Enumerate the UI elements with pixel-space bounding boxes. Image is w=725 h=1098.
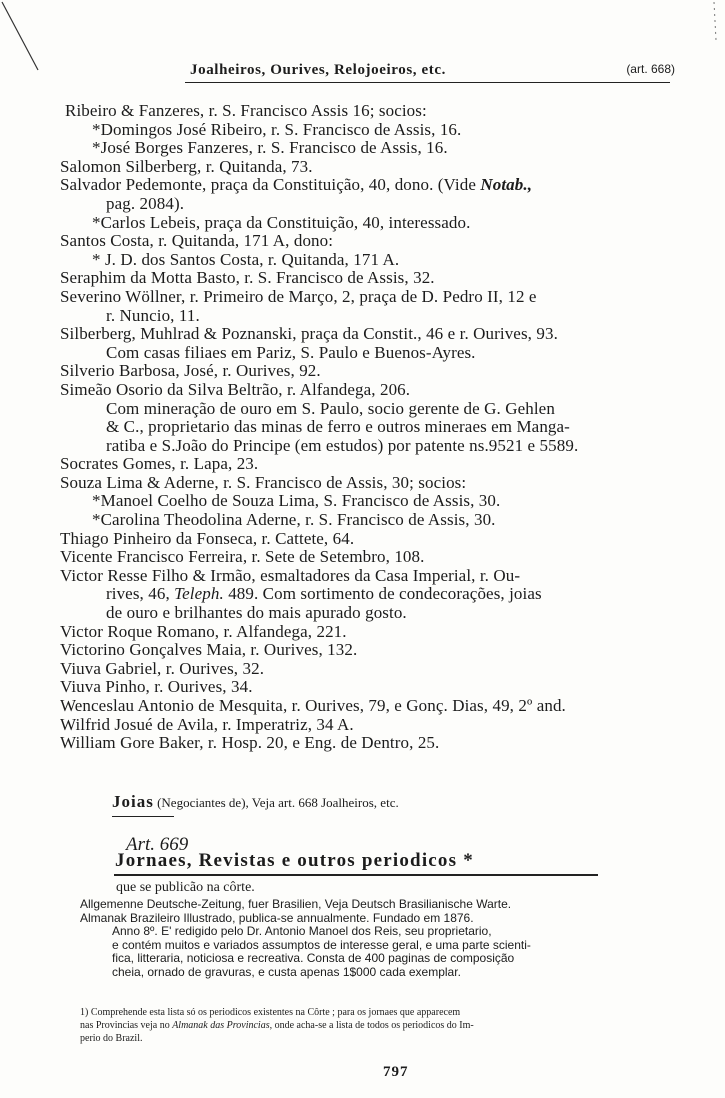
- footnote: [80, 1006, 711, 1045]
- list-item: Thiago Pinheiro da Fonseca, r. Cattete, 64.: [60, 528, 355, 548]
- list-item: Salomon Silberberg, r. Quitanda, 73.: [60, 156, 313, 176]
- header-rule: [185, 82, 670, 83]
- list-item: de ouro e brilhantes do mais apurado gosto.: [106, 603, 407, 623]
- list-item: r. Nuncio, 11.: [106, 305, 200, 325]
- list-item: Vicente Francisco Ferreira, r. Sete de Setembro, 108.: [60, 547, 425, 567]
- list-item: *José Borges Fanzeres, r. S. Francisco de Assis, 16.: [92, 138, 448, 158]
- list-item: *Carlos Lebeis, praça da Constituição, 40, interessado.: [92, 212, 471, 232]
- page-header: [190, 62, 695, 82]
- list-item: Anno 8º. E' redigido pelo Dr. Antonio Manoel dos Reis, seu proprietario,: [112, 924, 492, 939]
- joias-cross-reference: [112, 792, 399, 812]
- section-rule: [114, 874, 598, 876]
- footnote-marker: *: [463, 850, 474, 871]
- section-subtitle: que se publicão na côrte.: [116, 880, 255, 895]
- list-item: cheia, ornado de gravuras, e custa apenas 1$000 cada exemplar.: [112, 964, 461, 979]
- footnote-line: 1) Comprehende esta lista só os periodicos existentes na Côrte ; para os jornaes que apparecem: [80, 1007, 461, 1018]
- list-item: William Gore Baker, r. Hosp. 20, e Eng. de Dentro, 25.: [60, 733, 440, 753]
- list-item: e contém muitos e variados assumptos de interesse geral, e uma parte scienti-: [112, 937, 531, 952]
- list-item: Ribeiro & Fanzeres, r. S. Francisco Assis 16; socios:: [65, 101, 427, 120]
- list-item: & C., proprietario das minas de ferro e outros mineraes em Manga-: [106, 417, 570, 437]
- telephone-label: Teleph.: [174, 584, 224, 604]
- list-item: * J. D. dos Santos Costa, r. Quitanda, 171 A.: [92, 249, 400, 269]
- list-item: *Manoel Coelho de Souza Lima, S. Francisco de Assis, 30.: [92, 491, 501, 511]
- joias-text: (Negociantes de), Veja art. 668 Joalheiros, etc.: [157, 795, 399, 810]
- list-item: *Domingos José Ribeiro, r. S. Francisco de Assis, 16.: [92, 119, 462, 139]
- list-item: *Carolina Theodolina Aderne, r. S. Francisco de Assis, 30.: [92, 510, 496, 530]
- list-item: Socrates Gomes, r. Lapa, 23.: [60, 454, 259, 474]
- list-item: Severino Wöllner, r. Primeiro de Março, 2, praça de D. Pedro II, 12 e: [60, 286, 537, 306]
- list-item: fica, litteraria, noticiosa e recreativa. Consta de 400 paginas de composição: [112, 951, 515, 966]
- periodicals-list: [80, 898, 709, 980]
- list-item: Com mineração de ouro em S. Paulo, socio gerente de G. Gehlen: [106, 398, 555, 418]
- page-number: 797: [383, 1064, 409, 1080]
- list-item: ratiba e S.João do Principe (em estudos) por patente ns.9521 e 5589.: [106, 435, 579, 455]
- list-item: Victor Resse Filho & Irmão, esmaltadores da Casa Imperial, r. Ou-: [60, 565, 521, 585]
- article-reference: (art. 668): [626, 62, 675, 76]
- list-item: Viuva Gabriel, r. Ourives, 32.: [60, 658, 265, 678]
- list-item: Wilfrid Josué de Avila, r. Imperatriz, 34 A.: [60, 714, 354, 734]
- almanak-title: Almanak das Provincias,: [172, 1020, 273, 1031]
- list-item: Salvador Pedemonte, praça da Constituição, 40, dono. (Vide Notab.,: [60, 175, 533, 195]
- list-item: Victor Roque Romano, r. Alfandega, 221.: [60, 621, 347, 641]
- footnote-line: nas Provincias veja no Almanak das Provincias, onde acha-se a lista de todos os periodicos do Im-: [80, 1020, 474, 1031]
- corner-scratch-mark: [2, 2, 38, 70]
- right-edge-mark: [714, 2, 716, 40]
- list-item: Seraphim da Motta Basto, r. S. Francisco de Assis, 32.: [60, 268, 435, 288]
- list-item: Santos Costa, r. Quitanda, 171 A, dono:: [60, 231, 334, 251]
- section-title: Jornaes, Revistas e outros periodicos *: [115, 850, 474, 871]
- list-item: Com casas filiaes em Pariz, S. Paulo e Buenos-Ayres.: [106, 342, 476, 362]
- list-item: Victorino Gonçalves Maia, r. Ourives, 132.: [60, 640, 358, 660]
- list-item: Wenceslau Antonio de Mesquita, r. Ourives, 79, e Gonç. Dias, 49, 2º and.: [60, 696, 566, 715]
- list-item: Almanak Brazileiro Illustrado, publica-se annualmente. Fundado em 1876.: [80, 910, 474, 925]
- list-item: Silberberg, Muhlrad & Poznanski, praça da Constit., 46 e r. Ourives, 93.: [60, 324, 558, 344]
- list-item: Simeão Osorio da Silva Beltrão, r. Alfandega, 206.: [60, 379, 411, 399]
- list-item: Viuva Pinho, r. Ourives, 34.: [60, 677, 253, 697]
- joias-keyword: Joias: [112, 792, 154, 811]
- list-item: Souza Lima & Aderne, r. S. Francisco de Assis, 30; socios:: [60, 472, 467, 492]
- notab-reference: Notab.,: [480, 175, 533, 195]
- list-item: pag. 2084).: [106, 193, 185, 213]
- joias-rule: [112, 816, 174, 817]
- list-item: Silverio Barbosa, José, r. Ourives, 92.: [60, 361, 321, 381]
- footnote-line: perio do Brazil.: [80, 1033, 143, 1044]
- running-title: Joalheiros, Ourives, Relojoeiros, etc.: [190, 62, 446, 78]
- list-item: Allgemenne Deutsche-Zeitung, fuer Brasilien, Veja Deutsch Brasilianische Warte.: [80, 897, 512, 911]
- article-number: Art. 669: [126, 834, 189, 855]
- list-item: rives, 46, Teleph. 489. Com sortimento de condecorações, joias: [106, 584, 542, 604]
- entry-list: [60, 102, 705, 753]
